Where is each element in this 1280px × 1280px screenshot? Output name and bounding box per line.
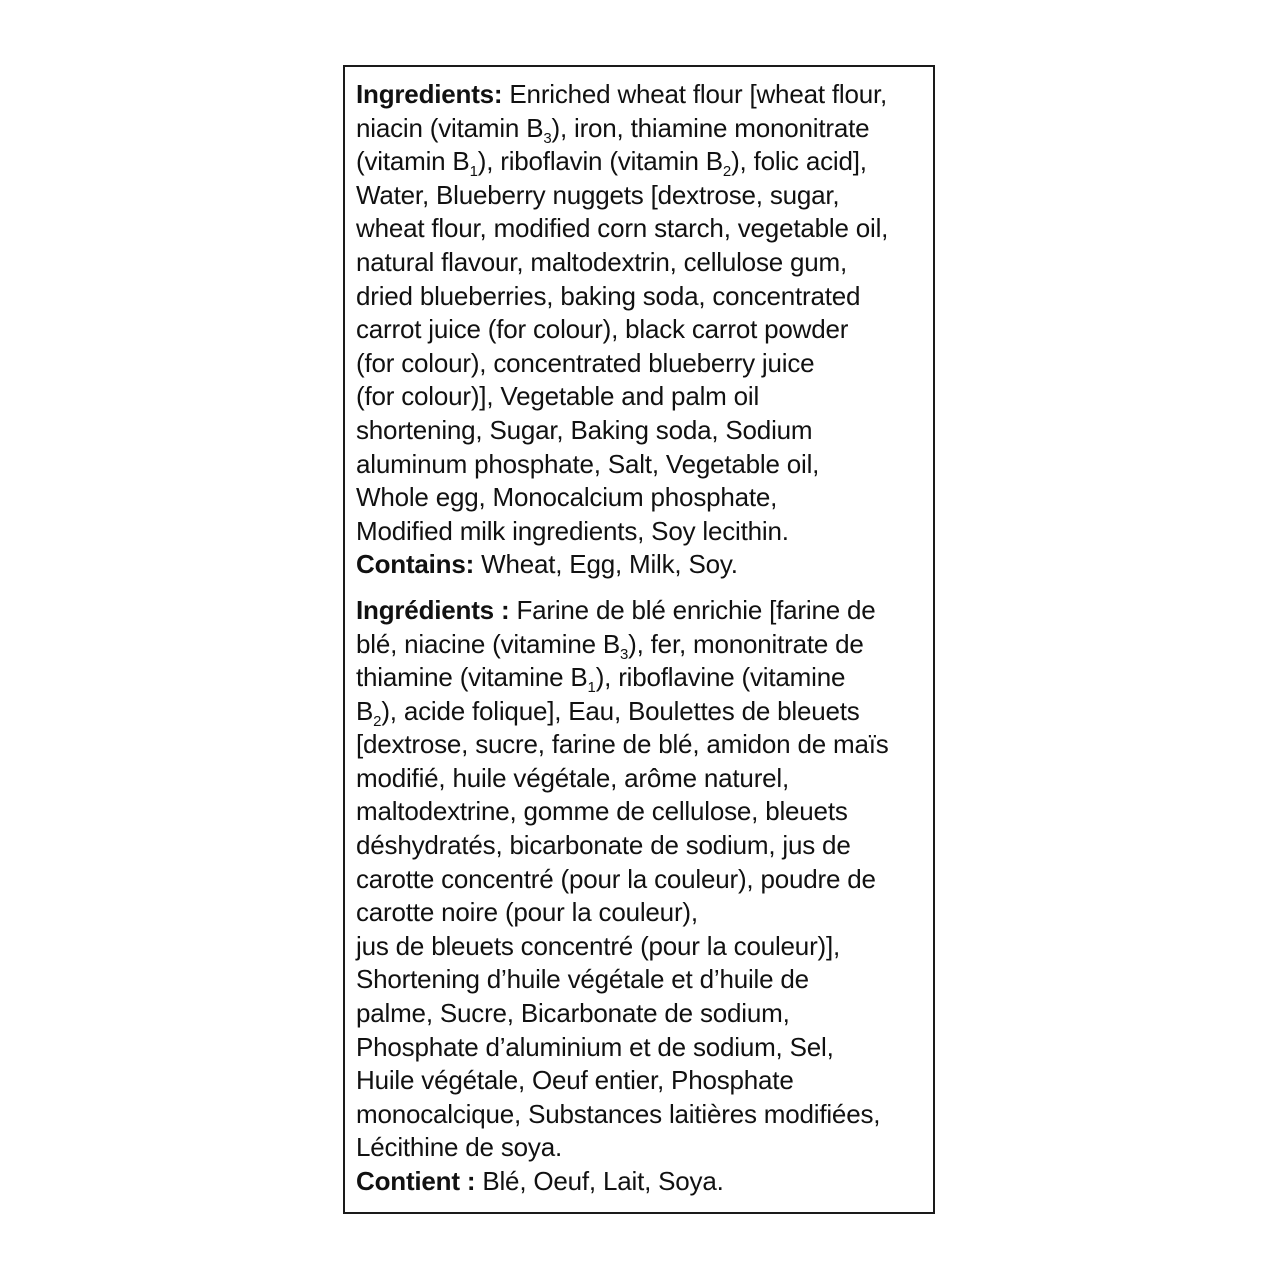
text-line: [dextrose, sucre, farine de blé, amidon de maïs [356, 729, 889, 760]
text-span: Enriched wheat flour [wheat flour, [502, 79, 888, 109]
text-line: modifié, huile végétale, arôme naturel, [356, 762, 790, 793]
subscript: 1 [587, 679, 596, 697]
text-span: ), iron, thiamine mononitrate [551, 112, 870, 143]
french-contains-label: Contient : [356, 1166, 476, 1196]
text-line: jus de bleuets concentré (pour la couleur)], [356, 930, 841, 961]
english-ingredients-section [356, 78, 936, 582]
text-span: ), acide folique], Eau, Boulettes de bleuets [381, 695, 860, 726]
text-line: natural flavour, maltodextrin, cellulose gum, [356, 246, 848, 277]
text-span: thiamine (vitamine B [356, 662, 588, 693]
text-line: aluminum phosphate, Salt, Vegetable oil, [356, 448, 820, 479]
text-line: Water, Blueberry nuggets [dextrose, sugar, [356, 179, 840, 210]
text-span: B [356, 695, 374, 726]
text-line: shortening, Sugar, Baking soda, Sodium [356, 414, 813, 445]
french-allergen-statement [356, 1165, 936, 1199]
text-line [356, 661, 936, 695]
english-contains-value: Wheat, Egg, Milk, Soy. [474, 549, 738, 580]
text-line: Whole egg, Monocalcium phosphate, [356, 482, 778, 513]
section-gap [356, 582, 936, 594]
text-span: (vitamin B [356, 146, 470, 177]
text-line: déshydratés, bicarbonate de sodium, jus de [356, 830, 851, 861]
text-line [356, 78, 936, 112]
text-line: Phosphate d’aluminium et de sodium, Sel, [356, 1031, 834, 1062]
subscript: 2 [722, 163, 732, 181]
text-line: wheat flour, modified corn starch, vegetable oil, [356, 213, 889, 244]
subscript: 1 [469, 163, 478, 181]
english-ingredients-heading: Ingredients: [356, 79, 503, 109]
subscript: 2 [373, 712, 382, 730]
english-contains-label: Contains: [356, 549, 475, 580]
text-line: Modified milk ingredients, Soy lecithin. [356, 515, 789, 546]
text-line [356, 145, 936, 179]
french-ingredients-section [356, 594, 936, 1199]
text-line: maltodextrine, gomme de cellulose, bleuets [356, 796, 848, 827]
ingredients-label-panel [343, 65, 935, 1214]
text-span: ), riboflavine (vitamine [595, 662, 846, 693]
text-line: Huile végétale, Oeuf entier, Phosphate [356, 1065, 794, 1096]
text-line [356, 112, 936, 146]
subscript: 3 [620, 645, 629, 663]
text-line: Lécithine de soya. [356, 1132, 562, 1163]
text-line: palme, Sucre, Bicarbonate de sodium, [356, 998, 790, 1029]
text-line [356, 628, 936, 662]
text-line: monocalcique, Substances laitières modifiées, [356, 1098, 881, 1129]
text-span: ), riboflavin (vitamin B [477, 146, 723, 177]
text-span: ), folic acid], [731, 146, 867, 177]
text-line: dried blueberries, baking soda, concentrated [356, 280, 861, 311]
text-span: niacin (vitamin B [356, 112, 544, 143]
text-line: carotte concentré (pour la couleur), poudre de [356, 863, 876, 894]
text-span: Farine de blé enrichie [farine de [509, 594, 876, 625]
text-line: Shortening d’huile végétale et d’huile de [356, 964, 809, 995]
french-contains-value: Blé, Oeuf, Lait, Soya. [475, 1166, 724, 1196]
text-line: (for colour), concentrated blueberry juice [356, 347, 815, 378]
text-line [356, 594, 936, 628]
text-line: carotte noire (pour la couleur), [356, 897, 698, 928]
text-span: ), fer, mononitrate de [628, 628, 864, 659]
text-line [356, 695, 936, 729]
english-allergen-statement [356, 548, 936, 582]
ingredients-text-block [356, 78, 936, 1199]
french-ingredients-heading: Ingrédients : [356, 594, 510, 625]
text-line: carrot juice (for colour), black carrot powder [356, 314, 849, 345]
subscript: 3 [543, 129, 552, 147]
text-line: (for colour)], Vegetable and palm oil [356, 381, 760, 412]
text-span: blé, niacine (vitamine B [356, 628, 620, 659]
